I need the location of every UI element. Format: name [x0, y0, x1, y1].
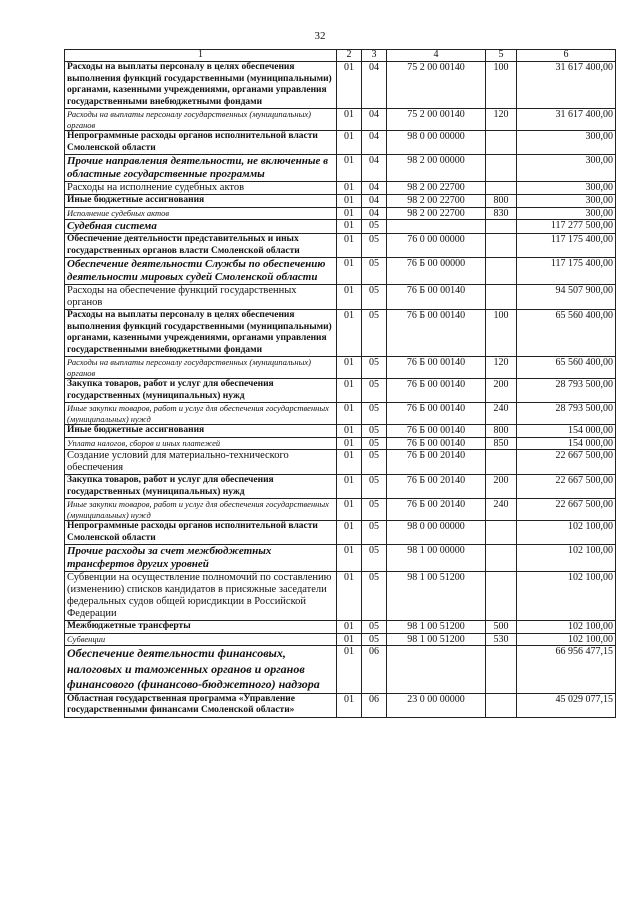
cell-section: 01 — [337, 109, 362, 131]
cell-amount: 22 667 500,00 — [517, 475, 616, 499]
page-number: 32 — [314, 30, 326, 42]
table-row — [65, 545, 616, 572]
col-header-section: 2 — [337, 50, 362, 62]
table-row — [65, 357, 616, 379]
cell-target-article — [387, 646, 486, 694]
table-row — [65, 220, 616, 234]
cell-expense-type: 800 — [486, 195, 517, 208]
cell-amount: 117 175 400,00 — [517, 234, 616, 258]
cell-expense-type: 240 — [486, 403, 517, 425]
cell-section: 01 — [337, 437, 362, 450]
cell-section: 01 — [337, 234, 362, 258]
cell-expense-type — [486, 450, 517, 475]
table-row — [65, 155, 616, 182]
cell-subsection: 04 — [362, 62, 387, 109]
cell-target-article: 76 Б 00 00140 — [387, 357, 486, 379]
cell-target-article: 75 2 00 00140 — [387, 109, 486, 131]
cell-section: 01 — [337, 310, 362, 357]
cell-expense-type: 120 — [486, 109, 517, 131]
table-row — [65, 633, 616, 646]
table-row — [65, 646, 616, 694]
cell-target-article: 76 Б 00 20140 — [387, 475, 486, 499]
cell-subsection: 05 — [362, 572, 387, 621]
cell-section: 01 — [337, 693, 362, 717]
table-row — [65, 195, 616, 208]
cell-section: 01 — [337, 62, 362, 109]
cell-name: Субвенции — [65, 633, 337, 646]
cell-target-article: 98 2 00 22700 — [387, 182, 486, 195]
cell-target-article: 76 Б 00 00140 — [387, 403, 486, 425]
cell-subsection: 05 — [362, 633, 387, 646]
cell-expense-type: 500 — [486, 621, 517, 634]
table-row — [65, 310, 616, 357]
cell-target-article: 98 0 00 00000 — [387, 131, 486, 155]
cell-amount: 102 100,00 — [517, 633, 616, 646]
cell-subsection: 04 — [362, 207, 387, 220]
cell-expense-type — [486, 572, 517, 621]
table-row — [65, 131, 616, 155]
table-row — [65, 207, 616, 220]
cell-section: 01 — [337, 220, 362, 234]
cell-amount: 154 000,00 — [517, 425, 616, 438]
table-header-row — [65, 50, 616, 62]
cell-section: 01 — [337, 207, 362, 220]
cell-name: Расходы на выплаты персоналу государственных (муниципальных) органов — [65, 109, 337, 131]
cell-section: 01 — [337, 285, 362, 310]
table-row — [65, 182, 616, 195]
cell-name: Субвенции на осуществление полномочий по составлению (изменению) списков кандидатов в присяжные заседатели федеральных судов общей юрисдикции в Российской Федерации — [65, 572, 337, 621]
cell-target-article: 98 1 00 51200 — [387, 633, 486, 646]
table-row — [65, 425, 616, 438]
cell-expense-type — [486, 646, 517, 694]
cell-amount: 28 793 500,00 — [517, 403, 616, 425]
cell-subsection: 04 — [362, 182, 387, 195]
cell-name: Иные бюджетные ассигнования — [65, 425, 337, 438]
cell-target-article: 98 0 00 00000 — [387, 521, 486, 545]
cell-target-article: 76 0 00 00000 — [387, 234, 486, 258]
table-row — [65, 285, 616, 310]
table-row — [65, 403, 616, 425]
cell-amount: 300,00 — [517, 131, 616, 155]
cell-expense-type — [486, 234, 517, 258]
cell-section: 01 — [337, 131, 362, 155]
cell-target-article: 98 2 00 22700 — [387, 195, 486, 208]
cell-target-article: 76 Б 00 20140 — [387, 499, 486, 521]
cell-expense-type: 200 — [486, 475, 517, 499]
cell-name: Расходы на выплаты персоналу в целях обеспечения выполнения функций государственными (муниципальными) органами, казенными учреждениями, органами управления государственными внебюджетными фондами — [65, 310, 337, 357]
cell-subsection: 06 — [362, 693, 387, 717]
cell-expense-type — [486, 285, 517, 310]
cell-target-article: 98 2 00 00000 — [387, 155, 486, 182]
cell-section: 01 — [337, 521, 362, 545]
cell-expense-type — [486, 131, 517, 155]
cell-expense-type: 240 — [486, 499, 517, 521]
cell-amount: 102 100,00 — [517, 545, 616, 572]
table-row — [65, 379, 616, 403]
cell-expense-type: 100 — [486, 310, 517, 357]
cell-subsection: 05 — [362, 285, 387, 310]
cell-subsection: 04 — [362, 109, 387, 131]
cell-amount: 65 560 400,00 — [517, 310, 616, 357]
cell-name: Судебная система — [65, 220, 337, 234]
cell-name: Создание условий для материально-технического обеспечения — [65, 450, 337, 475]
cell-amount: 300,00 — [517, 195, 616, 208]
cell-expense-type: 120 — [486, 357, 517, 379]
table-row — [65, 62, 616, 109]
cell-expense-type: 830 — [486, 207, 517, 220]
cell-expense-type: 200 — [486, 379, 517, 403]
cell-amount: 102 100,00 — [517, 572, 616, 621]
cell-target-article: 98 1 00 51200 — [387, 572, 486, 621]
cell-amount: 300,00 — [517, 207, 616, 220]
table-row — [65, 499, 616, 521]
cell-section: 01 — [337, 545, 362, 572]
cell-section: 01 — [337, 450, 362, 475]
table-row — [65, 234, 616, 258]
cell-target-article: 76 Б 00 00140 — [387, 437, 486, 450]
cell-subsection: 05 — [362, 403, 387, 425]
cell-section: 01 — [337, 475, 362, 499]
cell-subsection: 05 — [362, 499, 387, 521]
cell-name: Расходы на исполнение судебных актов — [65, 182, 337, 195]
cell-expense-type — [486, 693, 517, 717]
col-header-expense-type: 5 — [486, 50, 517, 62]
cell-amount: 94 507 900,00 — [517, 285, 616, 310]
cell-target-article: 98 1 00 51200 — [387, 621, 486, 634]
cell-name: Обеспечение деятельности представительных и иных государственных органов власти Смоленской области — [65, 234, 337, 258]
col-header-subsection: 3 — [362, 50, 387, 62]
cell-amount: 45 029 077,15 — [517, 693, 616, 717]
cell-expense-type — [486, 182, 517, 195]
table-row — [65, 258, 616, 285]
cell-amount: 31 617 400,00 — [517, 62, 616, 109]
table-row — [65, 693, 616, 717]
cell-target-article: 75 2 00 00140 — [387, 62, 486, 109]
cell-subsection: 05 — [362, 379, 387, 403]
cell-section: 01 — [337, 258, 362, 285]
cell-expense-type: 800 — [486, 425, 517, 438]
cell-section: 01 — [337, 646, 362, 694]
cell-target-article: 98 1 00 00000 — [387, 545, 486, 572]
cell-section: 01 — [337, 195, 362, 208]
cell-target-article: 76 Б 00 20140 — [387, 450, 486, 475]
cell-name: Иные бюджетные ассигнования — [65, 195, 337, 208]
table-row — [65, 521, 616, 545]
cell-name: Уплата налогов, сборов и иных платежей — [65, 437, 337, 450]
cell-amount: 117 175 400,00 — [517, 258, 616, 285]
cell-amount: 117 277 500,00 — [517, 220, 616, 234]
cell-section: 01 — [337, 357, 362, 379]
cell-subsection: 04 — [362, 131, 387, 155]
cell-name: Закупка товаров, работ и услуг для обеспечения государственных (муниципальных) нужд — [65, 475, 337, 499]
col-header-amount: 6 — [517, 50, 616, 62]
cell-expense-type — [486, 545, 517, 572]
cell-expense-type: 850 — [486, 437, 517, 450]
cell-amount: 31 617 400,00 — [517, 109, 616, 131]
cell-section: 01 — [337, 182, 362, 195]
cell-expense-type — [486, 521, 517, 545]
cell-section: 01 — [337, 572, 362, 621]
cell-amount: 22 667 500,00 — [517, 450, 616, 475]
cell-name: Непрограммные расходы органов исполнительной власти Смоленской области — [65, 521, 337, 545]
cell-section: 01 — [337, 633, 362, 646]
cell-target-article: 76 Б 00 00140 — [387, 310, 486, 357]
cell-section: 01 — [337, 403, 362, 425]
cell-subsection: 05 — [362, 450, 387, 475]
cell-amount: 66 956 477,15 — [517, 646, 616, 694]
cell-subsection: 05 — [362, 310, 387, 357]
cell-amount: 28 793 500,00 — [517, 379, 616, 403]
cell-subsection: 05 — [362, 621, 387, 634]
cell-expense-type — [486, 258, 517, 285]
cell-target-article: 23 0 00 00000 — [387, 693, 486, 717]
cell-subsection: 05 — [362, 234, 387, 258]
cell-subsection: 05 — [362, 425, 387, 438]
cell-expense-type — [486, 155, 517, 182]
cell-amount: 154 000,00 — [517, 437, 616, 450]
cell-section: 01 — [337, 155, 362, 182]
cell-subsection: 05 — [362, 521, 387, 545]
cell-target-article: 76 Б 00 00140 — [387, 285, 486, 310]
cell-section: 01 — [337, 621, 362, 634]
cell-expense-type: 100 — [486, 62, 517, 109]
cell-subsection: 05 — [362, 437, 387, 450]
table-row — [65, 475, 616, 499]
cell-name: Иные закупки товаров, работ и услуг для обеспечения государственных (муниципальных) нужд — [65, 403, 337, 425]
budget-table — [64, 49, 616, 718]
cell-amount: 300,00 — [517, 155, 616, 182]
cell-target-article: 76 Б 00 00140 — [387, 379, 486, 403]
cell-amount: 22 667 500,00 — [517, 499, 616, 521]
cell-name: Обеспечение деятельности финансовых, налоговых и таможенных органов и органов финансового (финансово-бюджетного) надзора — [65, 646, 337, 694]
cell-subsection: 04 — [362, 195, 387, 208]
table-row — [65, 437, 616, 450]
cell-subsection: 05 — [362, 357, 387, 379]
table-row — [65, 572, 616, 621]
cell-subsection: 05 — [362, 258, 387, 285]
cell-amount: 65 560 400,00 — [517, 357, 616, 379]
cell-section: 01 — [337, 425, 362, 438]
cell-name: Областная государственная программа «Управление государственными финансами Смоленской области» — [65, 693, 337, 717]
table-row — [65, 450, 616, 475]
cell-target-article: 76 Б 00 00140 — [387, 425, 486, 438]
cell-section: 01 — [337, 379, 362, 403]
cell-subsection: 05 — [362, 475, 387, 499]
cell-name: Межбюджетные трансферты — [65, 621, 337, 634]
cell-name: Обеспечение деятельности Службы по обеспечению деятельности мировых судей Смоленской области — [65, 258, 337, 285]
cell-expense-type: 530 — [486, 633, 517, 646]
cell-name: Прочие направления деятельности, не включенные в областные государственные программы — [65, 155, 337, 182]
cell-subsection: 04 — [362, 155, 387, 182]
cell-name: Расходы на выплаты персоналу в целях обеспечения выполнения функций государственными (муниципальными) органами, казенными учреждениями, органами управления государственными внебюджетными фондами — [65, 62, 337, 109]
cell-section: 01 — [337, 499, 362, 521]
cell-name: Закупка товаров, работ и услуг для обеспечения государственных (муниципальных) нужд — [65, 379, 337, 403]
cell-subsection: 06 — [362, 646, 387, 694]
cell-subsection: 05 — [362, 220, 387, 234]
cell-target-article — [387, 220, 486, 234]
cell-expense-type — [486, 220, 517, 234]
cell-target-article: 76 Б 00 00000 — [387, 258, 486, 285]
cell-name: Непрограммные расходы органов исполнительной власти Смоленской области — [65, 131, 337, 155]
cell-amount: 300,00 — [517, 182, 616, 195]
cell-name: Исполнение судебных актов — [65, 207, 337, 220]
cell-amount: 102 100,00 — [517, 521, 616, 545]
table-row — [65, 109, 616, 131]
cell-target-article: 98 2 00 22700 — [387, 207, 486, 220]
table-row — [65, 621, 616, 634]
cell-amount: 102 100,00 — [517, 621, 616, 634]
cell-name: Расходы на выплаты персоналу государственных (муниципальных) органов — [65, 357, 337, 379]
cell-name: Прочие расходы за счет межбюджетных трансфертов других уровней — [65, 545, 337, 572]
col-header-name: 1 — [65, 50, 337, 62]
cell-name: Расходы на обеспечение функций государственных органов — [65, 285, 337, 310]
col-header-target-article: 4 — [387, 50, 486, 62]
cell-subsection: 05 — [362, 545, 387, 572]
cell-name: Иные закупки товаров, работ и услуг для обеспечения государственных (муниципальных) нужд — [65, 499, 337, 521]
